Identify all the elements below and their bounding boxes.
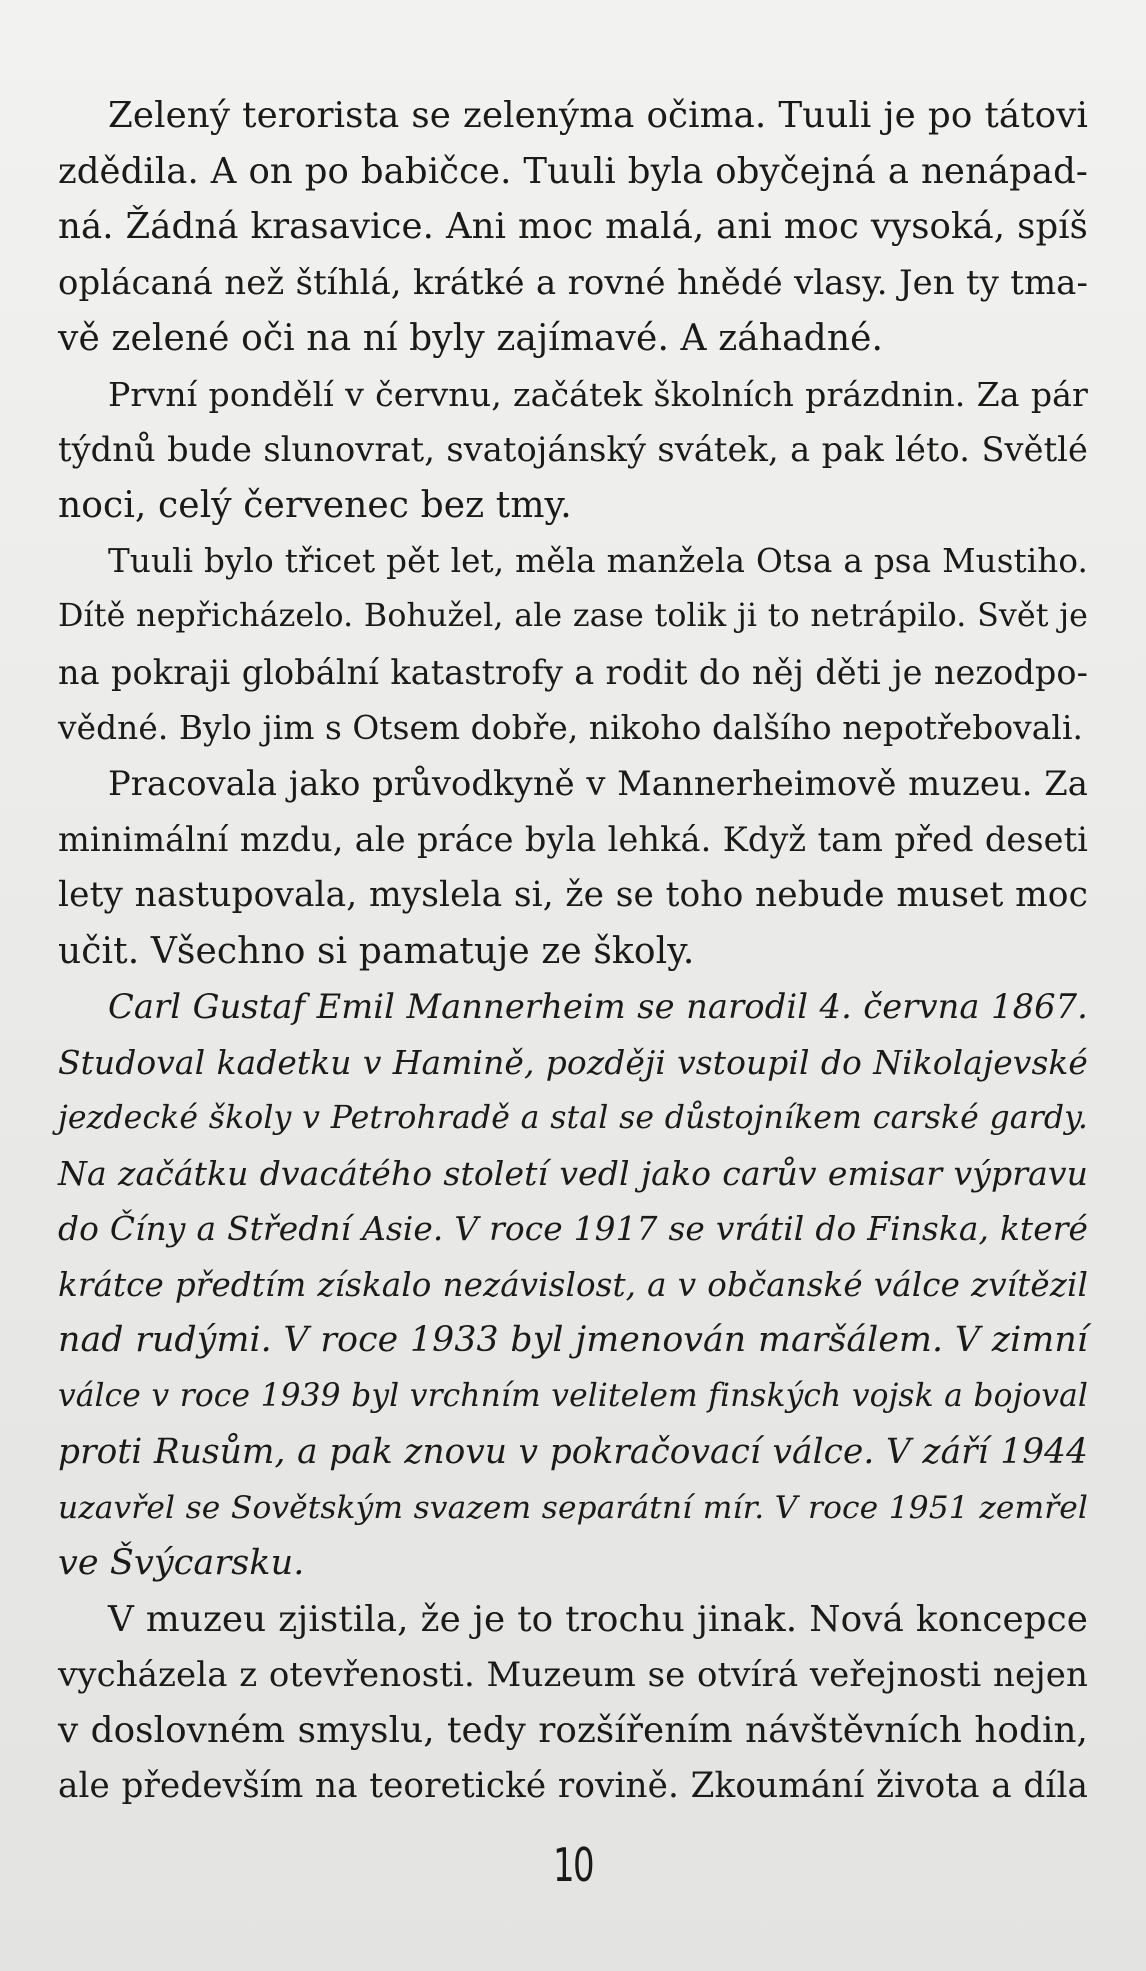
- text-line: na pokraji globální katastrofy a rodit do něj děti je nezodpo-: [58, 653, 1088, 693]
- text-line: Pracovala jako průvodkyně v Mannerheimově muzeu. Za: [108, 764, 1088, 804]
- paragraph-3: [58, 534, 1088, 757]
- text-line: noci, celý červenec bez tmy.: [58, 484, 572, 526]
- text-line: vědné. Bylo jim s Otsem dobře, nikoho dalšího nepotřebovali.: [58, 708, 1084, 747]
- text-line: ve Švýcarsku.: [58, 1543, 305, 1584]
- text-line: uzavřel se Sovětským svazem separátní mír. V roce 1951 zemřel: [58, 1489, 1088, 1526]
- text-line: vě zelené oči na ní byly zajímavé. A záhadné.: [58, 317, 884, 359]
- text-line: První pondělí v červnu, začátek školních prázdnin. Za pár: [108, 374, 1088, 414]
- text-line: Carl Gustaf Emil Mannerheim se narodil 4. června 1867.: [108, 987, 1088, 1027]
- text-line: krátce předtím získalo nezávislost, a v občanské válce zvítězil: [58, 1265, 1088, 1304]
- paragraph-6: [58, 1592, 1088, 1815]
- text-line: zdědila. A on po babičce. Tuuli byla obyčejná a nenápad-: [58, 150, 1088, 192]
- text-line: Na začátku dvacátého století vedl jako carův emisar výpravu: [58, 1154, 1088, 1194]
- text-line: proti Rusům, a pak znovu v pokračovací válce. V září 1944: [58, 1431, 1088, 1472]
- paragraph-1: [58, 88, 1088, 367]
- text-line: minimální mzdu, ale práce byla lehká. Když tam před deseti: [58, 820, 1088, 860]
- paragraph-5-italic-biography: [58, 979, 1088, 1592]
- text-line: jezdecké školy v Petrohradě a stal se důstojníkem carské gardy.: [58, 1099, 1088, 1136]
- text-line: válce v roce 1939 byl vrchním velitelem finských vojsk a bojoval: [58, 1378, 1088, 1415]
- text-line: ale především na teoretické rovině. Zkoumání života a díla: [58, 1766, 1088, 1807]
- text-line: učit. Všechno si pamatuje ze školy.: [58, 930, 695, 972]
- text-line: týdnů bude slunovrat, svatojánský svátek, a pak léto. Světlé: [58, 430, 1088, 470]
- paragraph-2: [58, 367, 1088, 534]
- text-line: v doslovném smyslu, tedy rozšířením návštěvních hodin,: [58, 1710, 1088, 1752]
- text-line: Dítě nepřicházelo. Bohužel, ale zase tolik ji to netrápilo. Svět je: [58, 598, 1088, 635]
- text-line: ná. Žádná krasavice. Ani moc malá, ani moc vysoká, spíš: [58, 206, 1088, 248]
- text-line: Zelený terorista se zelenýma očima. Tuuli je po tátovi: [108, 95, 1088, 136]
- text-line: do Číny a Střední Asie. V roce 1917 se vrátil do Finska, které: [58, 1210, 1088, 1249]
- text-line: oplácaná než štíhlá, krátké a rovné hnědé vlasy. Jen ty tma-: [58, 263, 1088, 303]
- text-line: nad rudými. V roce 1933 byl jmenován maršálem. V zimní: [58, 1320, 1088, 1361]
- text-line: vycházela z otevřenosti. Muzeum se otvírá veřejnosti nejen: [58, 1654, 1088, 1695]
- page-number: 10: [553, 1838, 593, 1892]
- text-line: Tuuli bylo třicet pět let, měla manžela Otsa a psa Mustiho.: [108, 541, 1088, 580]
- body-text: [58, 88, 1088, 1815]
- text-line: lety nastupovala, myslela si, že se toho nebude muset moc: [58, 874, 1088, 915]
- text-line: Studoval kadetku v Hamině, později vstoupil do Nikolajevské: [58, 1042, 1088, 1082]
- text-line: V muzeu zjistila, že je to trochu jinak. Nová koncepce: [108, 1598, 1088, 1640]
- paragraph-4: [58, 756, 1088, 979]
